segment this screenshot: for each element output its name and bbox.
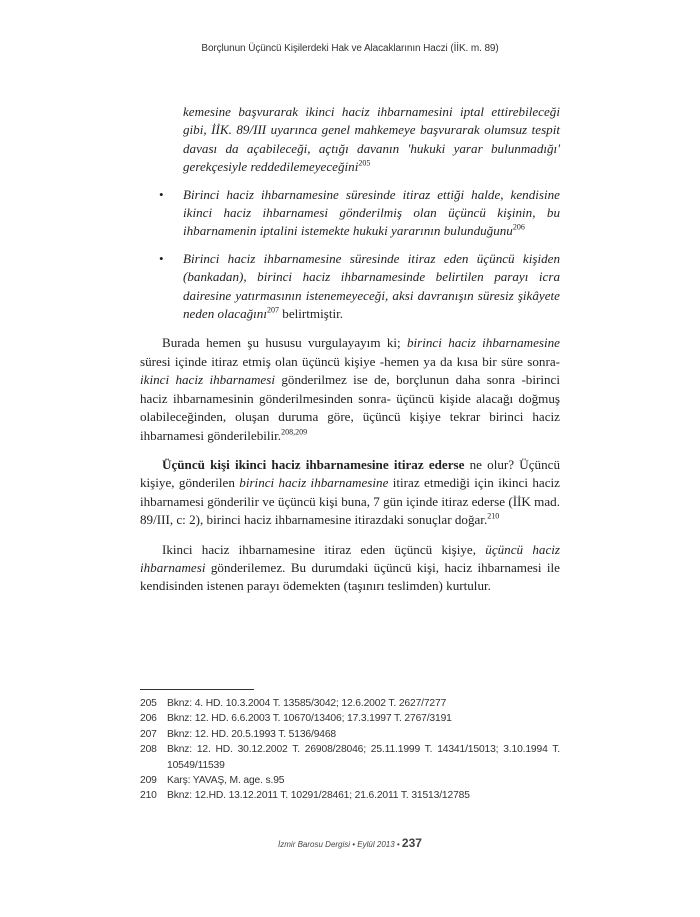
p1-text-c: süresi içinde itiraz etmiş olan üçüncü kişiye -hemen ya da kısa bir süre sonra-: [140, 353, 560, 369]
footnote-210: [140, 788, 560, 803]
footnote-text: Bknz: 4. HD. 10.3.2004 T. 13585/3042; 12.6.2002 T. 2627/7277: [167, 698, 447, 709]
footnote-ref-210[interactable]: 210: [487, 511, 500, 521]
running-header: Borçlunun Üçüncü Kişilerdeki Hak ve Alacaklarının Haczi (İİK. m. 89): [201, 43, 499, 54]
footnote-number: 208: [140, 744, 157, 756]
p3-text-a: Ikinci haciz ihbarnamesine itiraz eden üçüncü kişiye,: [162, 541, 486, 557]
bullet-2-tail: belirtmiştir.: [279, 306, 344, 322]
paragraph-3: [140, 541, 560, 596]
footnote-208: [140, 742, 560, 773]
footnote-number: 205: [140, 698, 157, 709]
bullet-marker: •: [159, 250, 164, 266]
p2-text-a: ne olur? Üçüncü kişiye, gönderilen: [140, 456, 560, 491]
page-footer: [140, 836, 560, 850]
footnote-number: 206: [140, 713, 157, 725]
p1-italic-d: ikinci haciz ihbarnamesi: [140, 372, 275, 388]
footnote-206: [140, 711, 560, 726]
page-number: 237: [401, 836, 422, 850]
p2-bold-lead: Üçüncü kişi ikinci haciz ihbarnamesine itiraz ederse: [162, 456, 465, 472]
p2-italic-b: birinci haciz ihbarnamesine: [239, 475, 389, 491]
footnote-number: 207: [140, 728, 157, 740]
footnote-divider: [140, 689, 254, 690]
p1-italic-b: birinci haciz ihbarnamesine: [406, 335, 560, 351]
footnote-ref-208-209[interactable]: 208,209: [281, 427, 308, 437]
bullet-item-1: [140, 186, 560, 241]
footnote-text: Bknz: 12. HD. 6.6.2003 T. 10670/13406; 17.3.1997 T. 2767/3191: [167, 713, 452, 725]
bullet-text: [183, 186, 560, 241]
footnote-ref-205[interactable]: 205: [358, 158, 371, 168]
footnote-text: Bknz: 12. HD. 20.5.1993 T. 5136/9468: [167, 728, 337, 740]
footnote-ref-206[interactable]: 206: [512, 223, 525, 233]
p3-text-c: gönderilemez. Bu durumdaki üçüncü kişi, haciz ihbarnamesi ile kendisinden istenen parayı ödemekten (taşınırı teslimden) kurtulur.: [140, 559, 560, 594]
bullet-marker: •: [159, 186, 164, 202]
footnote-207: [140, 727, 560, 742]
footnote-ref-207[interactable]: 207: [267, 305, 279, 315]
footnote-number: 210: [140, 790, 157, 802]
p1-text-a: Burada hemen şu hususu vurgulayayım ki;: [162, 335, 407, 351]
bullet-item-2: [140, 250, 560, 324]
footnote-text: Bknz: 12. HD. 30.12.2002 T. 26908/28046; 25.11.1999 T. 14341/15013; 3.10.1994 T. 10549/11539: [167, 744, 560, 771]
bullet-2-text: Birinci haciz ihbarnamesine süresinde itiraz eden üçüncü kişiden (bankadan), birinci haciz ihbarnamesinde belirtilen parayı icra dairesine yatırmasının istenemeyeceği, aksi davranışın süresiz şikâyete neden olacağını: [183, 250, 560, 322]
footnote-209: [140, 773, 560, 788]
journal-name: İzmir Barosu Dergisi • Eylül 2013 •: [278, 840, 402, 849]
footnote-text: Bknz: 12.HD. 13.12.2011 T. 10291/28461; 21.6.2011 T. 31513/12785: [167, 790, 470, 802]
p3-italic-b: üçüncü haciz ihbarnamesi: [140, 541, 560, 575]
body-text: [140, 103, 560, 596]
p2-text-c: itiraz etmediği için ikinci haciz ihbarnamesi gönderilir ve üçüncü kişi buna, 7 gün içinde itiraz ederse (İİK mad. 89/III, c: 2), birinci haciz ihbarnamesine itirazdaki sonuçlar doğar.: [140, 475, 560, 528]
footnote-205: [140, 696, 560, 711]
footnotes: [140, 696, 560, 804]
paragraph-2: [140, 456, 560, 530]
quote-continuation: [140, 103, 560, 177]
paragraph-1: [140, 334, 560, 444]
bullet-1-text: Birinci haciz ihbarnamesine süresinde itiraz ettiği halde, kendisine ikinci haciz ihbarnamesi gönderilmiş olan üçüncü kişinin, bu ihbarnamenin iptalini istemekte hukuki yararının bulunduğunu: [183, 186, 560, 239]
quote-text: kemesine başvurarak ikinci haciz ihbarnamesini iptal ettirebileceği gibi, İİK. 89/III uyarınca genel mahkemeye başvurarak olumsuz tespit davası da açabileceği, açtığı davanın 'hukuki yarar bulunmadığı' gerekçesiyle reddedilemeyeceğini: [183, 104, 560, 175]
footnote-number: 209: [140, 775, 157, 787]
p1-text-e: gönderilmez ise de, borçlunun daha sonra -birinci haciz ihbarnamesinin gönderilmesinden sonra- üçüncü kişide alacağı doğmuş olabileceğinden, oluşan duruma göre, üçüncü kişiye tekrar birinci haciz ihbarnamesi gönderilebilir.: [140, 372, 560, 443]
bullet-text: [183, 250, 560, 324]
footnote-text: Karş: YAVAŞ, M. age. s.95: [167, 775, 285, 787]
